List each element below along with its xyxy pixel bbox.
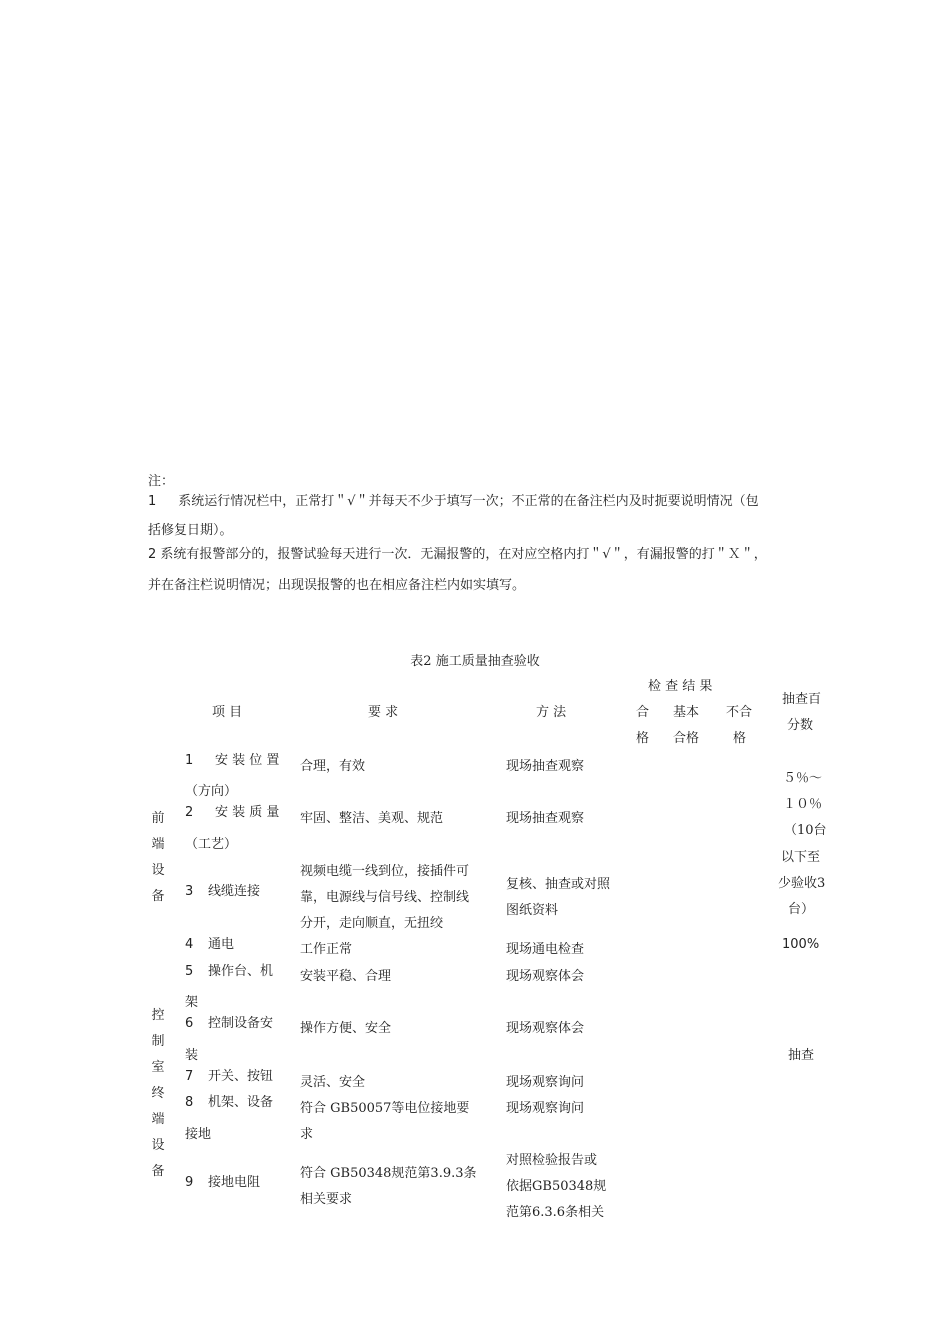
sample-front-2: １０％ xyxy=(783,797,823,812)
note-1-text: 系统运行情况栏中，正常打＂√＂并每天不少于填写一次；不正常的在备注栏内及时扼要说明情况（包 xyxy=(178,494,759,509)
row-item-cont: （工艺） xyxy=(185,837,238,852)
header-basic-1: 基本 xyxy=(673,705,700,720)
header-pass-1: 合 xyxy=(636,705,650,720)
row-item: 控制设备安 xyxy=(208,1016,274,1031)
header-item: 项 目 xyxy=(212,705,243,720)
row-item-cont: 架 xyxy=(185,995,199,1010)
row-method: 现场抽查观察 xyxy=(506,759,585,774)
row-item: 开关、按钮 xyxy=(208,1069,274,1084)
sample-front-5: 少验收3 xyxy=(778,876,826,891)
row-number: 3 xyxy=(185,884,194,899)
row-method-2: 图纸资料 xyxy=(506,903,559,918)
row-method-1: 复核、抽查或对照 xyxy=(506,877,611,892)
note-1-number: 1 xyxy=(148,494,157,509)
header-sample-1: 抽查百 xyxy=(782,692,822,707)
row-number: 1 xyxy=(185,753,194,768)
row-requirement: 操作方便、安全 xyxy=(300,1021,392,1036)
row-method-2: 依据GB50348规 xyxy=(506,1179,607,1194)
row-number: 4 xyxy=(185,937,194,952)
sample-front-3: （10台 xyxy=(784,823,827,838)
row-method: 现场观察体会 xyxy=(506,1021,585,1036)
row-method: 现场抽查观察 xyxy=(506,811,585,826)
note-2-text: 系统有报警部分的，报警试验每天进行一次．无漏报警的，在对应空格内打＂√＂，有漏报警的打＂Ｘ＂， xyxy=(160,547,767,562)
row-requirement: 合理，有效 xyxy=(300,759,366,774)
group-front-end: 前 端 设 备 xyxy=(151,811,165,904)
row-number: 6 xyxy=(185,1016,194,1031)
row-method: 现场观察询问 xyxy=(506,1101,585,1116)
header-pass-2: 格 xyxy=(636,731,650,746)
row-item: 线缆连接 xyxy=(208,884,261,899)
row-item: 机架、设备 xyxy=(208,1095,274,1110)
note-1-continuation: 括修复日期）。 xyxy=(148,523,233,538)
header-method: 方 法 xyxy=(536,705,567,720)
row-item: 接地电阻 xyxy=(208,1175,261,1190)
row-number: 8 xyxy=(185,1095,194,1110)
row-item: 安 装 位 置 xyxy=(215,753,280,768)
header-fail-1: 不合 xyxy=(726,705,753,720)
header-result-group: 检 查 结 果 xyxy=(648,679,713,694)
header-fail-2: 格 xyxy=(733,731,747,746)
group-control-room: 控 制 室 终 端 设 备 xyxy=(151,1008,165,1179)
row-item: 安 装 质 量 xyxy=(215,805,280,820)
header-sample-2: 分数 xyxy=(787,718,814,733)
row-number: 7 xyxy=(185,1069,194,1084)
row-requirement: 灵活、安全 xyxy=(300,1075,366,1090)
row-requirement-1: 符合 GB50057等电位接地要 xyxy=(300,1101,470,1116)
note-2 xyxy=(148,543,767,562)
sample-front-4: 以下至 xyxy=(781,850,821,865)
row-method: 现场观察询问 xyxy=(506,1075,585,1090)
row-requirement: 工作正常 xyxy=(300,942,353,957)
sample-front-6: 台） xyxy=(788,902,815,917)
header-requirement: 要 求 xyxy=(368,705,399,720)
header-basic-2: 合格 xyxy=(673,731,700,746)
row-requirement-2: 靠，电源线与信号线、控制线 xyxy=(300,890,470,905)
note-2-continuation: 并在备注栏说明情况；出现误报警的也在相应备注栏内如实填写。 xyxy=(148,578,526,593)
row-number: 5 xyxy=(185,964,194,979)
row-item: 操作台、机 xyxy=(208,964,274,979)
sample-power: 100% xyxy=(782,937,820,952)
note-2-number: 2 xyxy=(148,547,157,562)
row-item-cont: （方向） xyxy=(185,784,238,799)
row-item-cont: 装 xyxy=(185,1048,199,1063)
row-method: 现场观察体会 xyxy=(506,969,585,984)
row-requirement: 牢固、整洁、美观、规范 xyxy=(300,811,444,826)
notes-heading: 注： xyxy=(148,474,175,489)
row-item: 通电 xyxy=(208,937,235,952)
row-method-3: 范第6.3.6条相关 xyxy=(506,1205,605,1220)
row-method-1: 对照检验报告或 xyxy=(506,1153,598,1168)
sample-front-1: ５％～ xyxy=(783,771,823,786)
row-requirement-1: 符合 GB50348规范第3.9.3条 xyxy=(300,1166,477,1181)
row-number: 2 xyxy=(185,805,194,820)
row-item-cont: 接地 xyxy=(185,1127,212,1142)
note-1 xyxy=(148,490,759,509)
row-requirement-1: 视频电缆一线到位，接插件可 xyxy=(300,864,470,879)
row-requirement-2: 相关要求 xyxy=(300,1192,353,1207)
row-number: 9 xyxy=(185,1175,194,1190)
row-method: 现场通电检查 xyxy=(506,942,585,957)
table-title: 表2 施工质量抽查验收 xyxy=(410,654,540,669)
sample-control: 抽查 xyxy=(788,1048,815,1063)
row-requirement-3: 分开，走向顺直，无扭绞 xyxy=(300,916,444,931)
row-requirement-2: 求 xyxy=(300,1127,314,1142)
row-requirement: 安装平稳、合理 xyxy=(300,969,392,984)
